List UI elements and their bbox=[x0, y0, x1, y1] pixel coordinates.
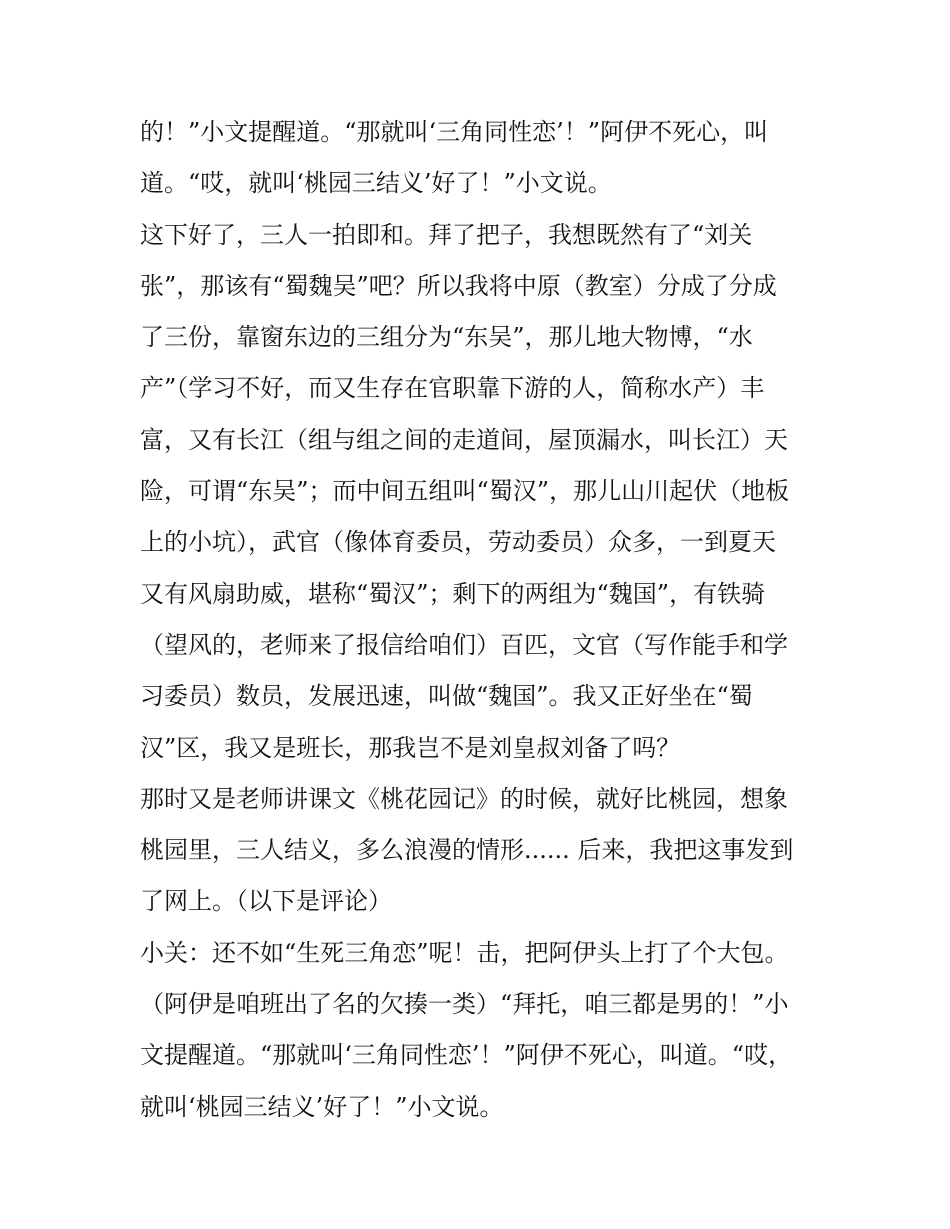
text-line: 道。“哎，就叫‘桃园三结义’好了！”小文说。 bbox=[140, 169, 612, 198]
text-line: 小关：还不如“生死三角恋”呢！击，把阿伊头上打了个大包。 bbox=[140, 938, 789, 967]
text-line: 这下好了，三人一拍即和。拜了把子，我想既然有了“刘关 bbox=[140, 220, 753, 249]
text-line: 那时又是老师讲课文《桃花园记》的时候，就好比桃园，想象 bbox=[140, 784, 788, 813]
text-line: 了三份，靠窗东边的三组分为“东吴”，那儿地大物博，“水 bbox=[140, 323, 753, 352]
text-line: 上的小坑），武官（像体育委员，劳动委员）众多，一到夏天 bbox=[140, 528, 776, 557]
text-line: 产”（学习不好，而又生存在官职靠下游的人，简称水产）丰 bbox=[140, 374, 765, 403]
text-line: 文提醒道。“那就叫‘三角同性恋’！”阿伊不死心，叫道。“哎， bbox=[140, 1041, 793, 1070]
text-line: 富，又有长江（组与组之间的走道间，屋顶漏水，叫长江）天 bbox=[140, 425, 788, 454]
text-line: 桃园里，三人结义，多么浪漫的情形...... 后来，我把这事发到 bbox=[140, 836, 794, 865]
text-line: 险，可谓“东吴”；而中间五组叫“蜀汉”，那儿山川起伏（地板 bbox=[140, 477, 790, 506]
text-line: 的！”小文提醒道。“那就叫‘三角同性恋’！”阿伊不死心，叫 bbox=[140, 118, 769, 146]
text-line: （望风的，老师来了报信给咱们）百匹，文官（写作能手和学 bbox=[140, 630, 788, 659]
text-line: 就叫‘桃园三结义’好了！”小文说。 bbox=[140, 1092, 504, 1121]
text-line: 张”，那该有“蜀魏吴”吧？所以我将中原（教室）分成了分成 bbox=[140, 271, 777, 300]
text-line: （阿伊是咱班出了名的欠揍一类）“拜托，咱三都是男的！”小 bbox=[140, 990, 789, 1019]
text-line: 习委员）数员，发展迅速，叫做“魏国”。我又正好坐在“蜀 bbox=[140, 682, 753, 711]
text-line: 汉”区，我又是班长，那我岂不是刘皇叔刘备了吗？ bbox=[140, 733, 681, 762]
text-line: 了网上。（以下是评论） bbox=[140, 887, 392, 916]
body-text bbox=[140, 107, 820, 1133]
text-line: 又有风扇助威，堪称“蜀汉”；剩下的两组为“魏国”，有铁骑 bbox=[140, 579, 766, 608]
